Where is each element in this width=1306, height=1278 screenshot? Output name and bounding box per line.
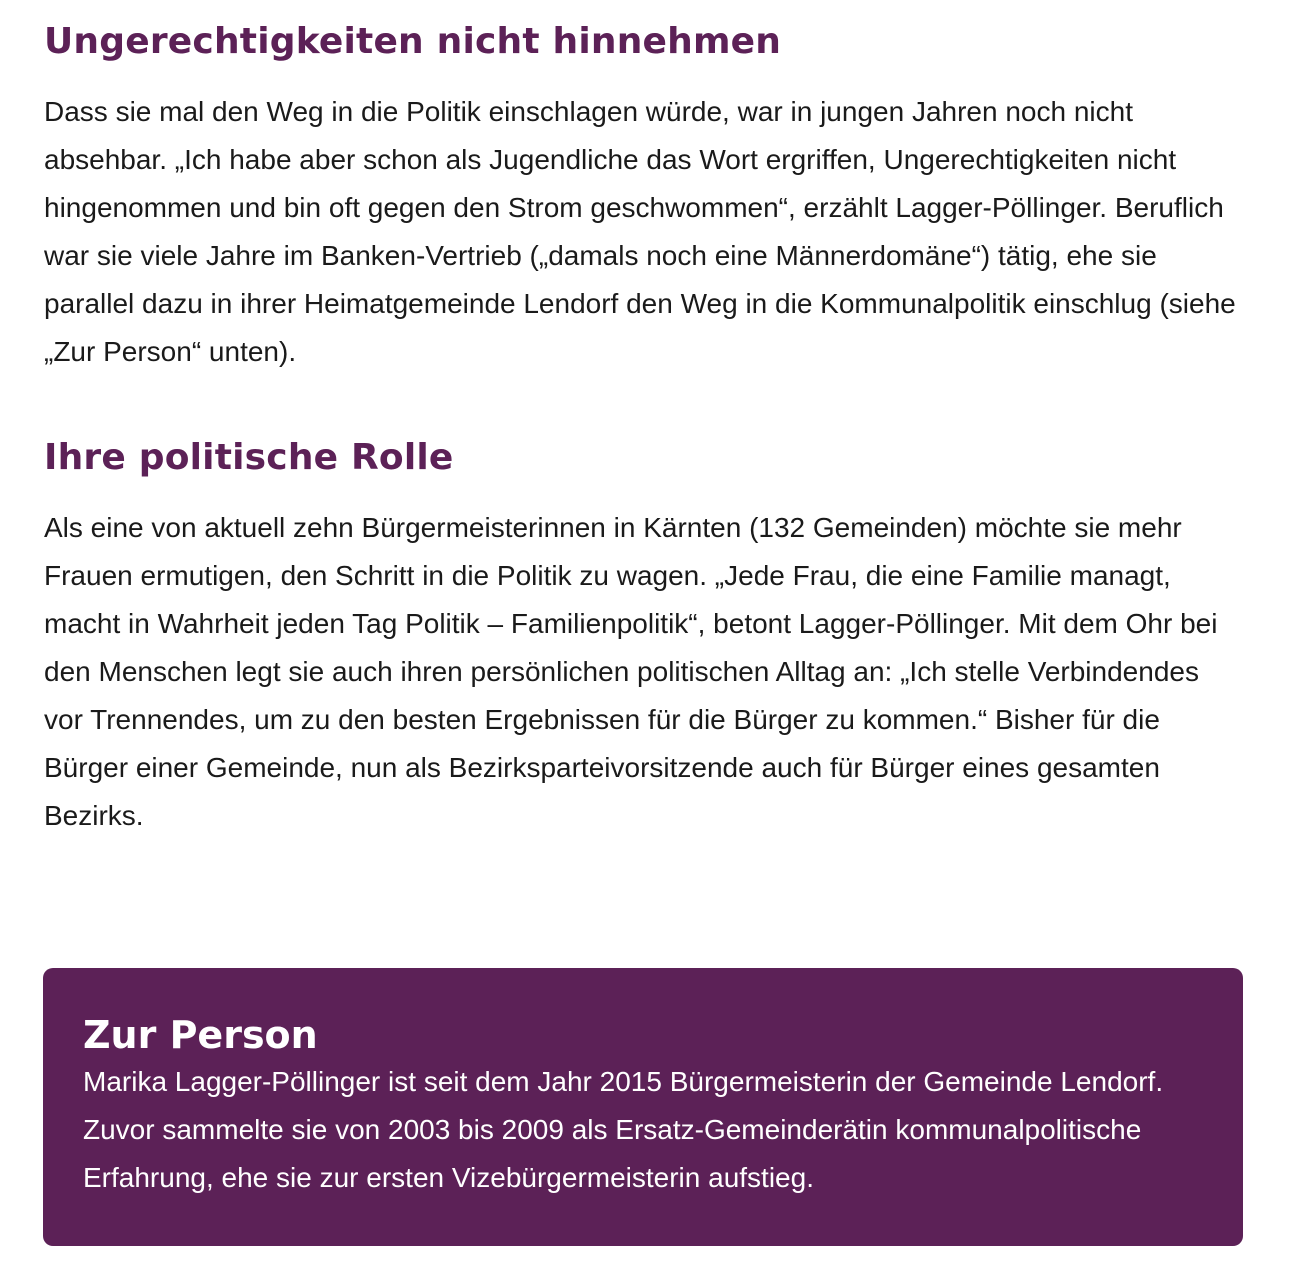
section-paragraph-ungerechtigkeiten: Dass sie mal den Weg in die Politik einschlagen würde, war in jungen Jahren noch nicht absehbar. „Ich habe aber schon als Jugendliche das Wort ergriffen, Ungerechtigkeiten nicht hingenommen und bin oft gegen den Strom geschwommen“, erzählt Lagger-Pöllinger. Beruflich war sie viele Jahre im Banken-Vertrieb („damals noch eine Männerdomäne“) tätig, ehe sie parallel dazu in ihrer Heimatgemeinde Lendorf den Weg in die Kommunalpolitik einschlug (siehe „Zur Person“ unten). [44, 96, 1236, 367]
section-paragraph-politische-rolle: Als eine von aktuell zehn Bürgermeisterinnen in Kärnten (132 Gemeinden) möchte sie mehr Frauen ermutigen, den Schritt in die Politik zu wagen. „Jede Frau, die eine Familie managt, macht in Wahrheit jeden Tag Politik – Familienpolitik“, betont Lagger-Pöllinger. Mit dem Ohr bei den Menschen legt sie auch ihren persönlichen politischen Alltag an: „Ich stelle Verbindendes vor Trennendes, um zu den besten Ergebnissen für die Bürger zu kommen.“ Bisher für die Bürger einer Gemeinde, nun als Bezirksparteivorsitzende auch für Bürger eines gesamten Bezirks. [44, 512, 1218, 831]
zur-person-text: Marika Lagger-Pöllinger ist seit dem Jahr 2015 Bürgermeisterin der Gemeinde Lendorf. Zuvor sammelte sie von 2003 bis 2009 als Ersatz-Gemeinderätin kommunalpolitische Erfahrung, ehe sie zur ersten Vizebürgermeisterin aufstieg. [83, 1066, 1164, 1193]
zur-person-title: Zur Person [83, 1013, 318, 1057]
section-heading-politische-rolle: Ihre politische Rolle [44, 437, 454, 478]
zur-person-box [43, 968, 1243, 1246]
section-heading-ungerechtigkeiten: Ungerechtigkeiten nicht hinnehmen [44, 21, 782, 62]
